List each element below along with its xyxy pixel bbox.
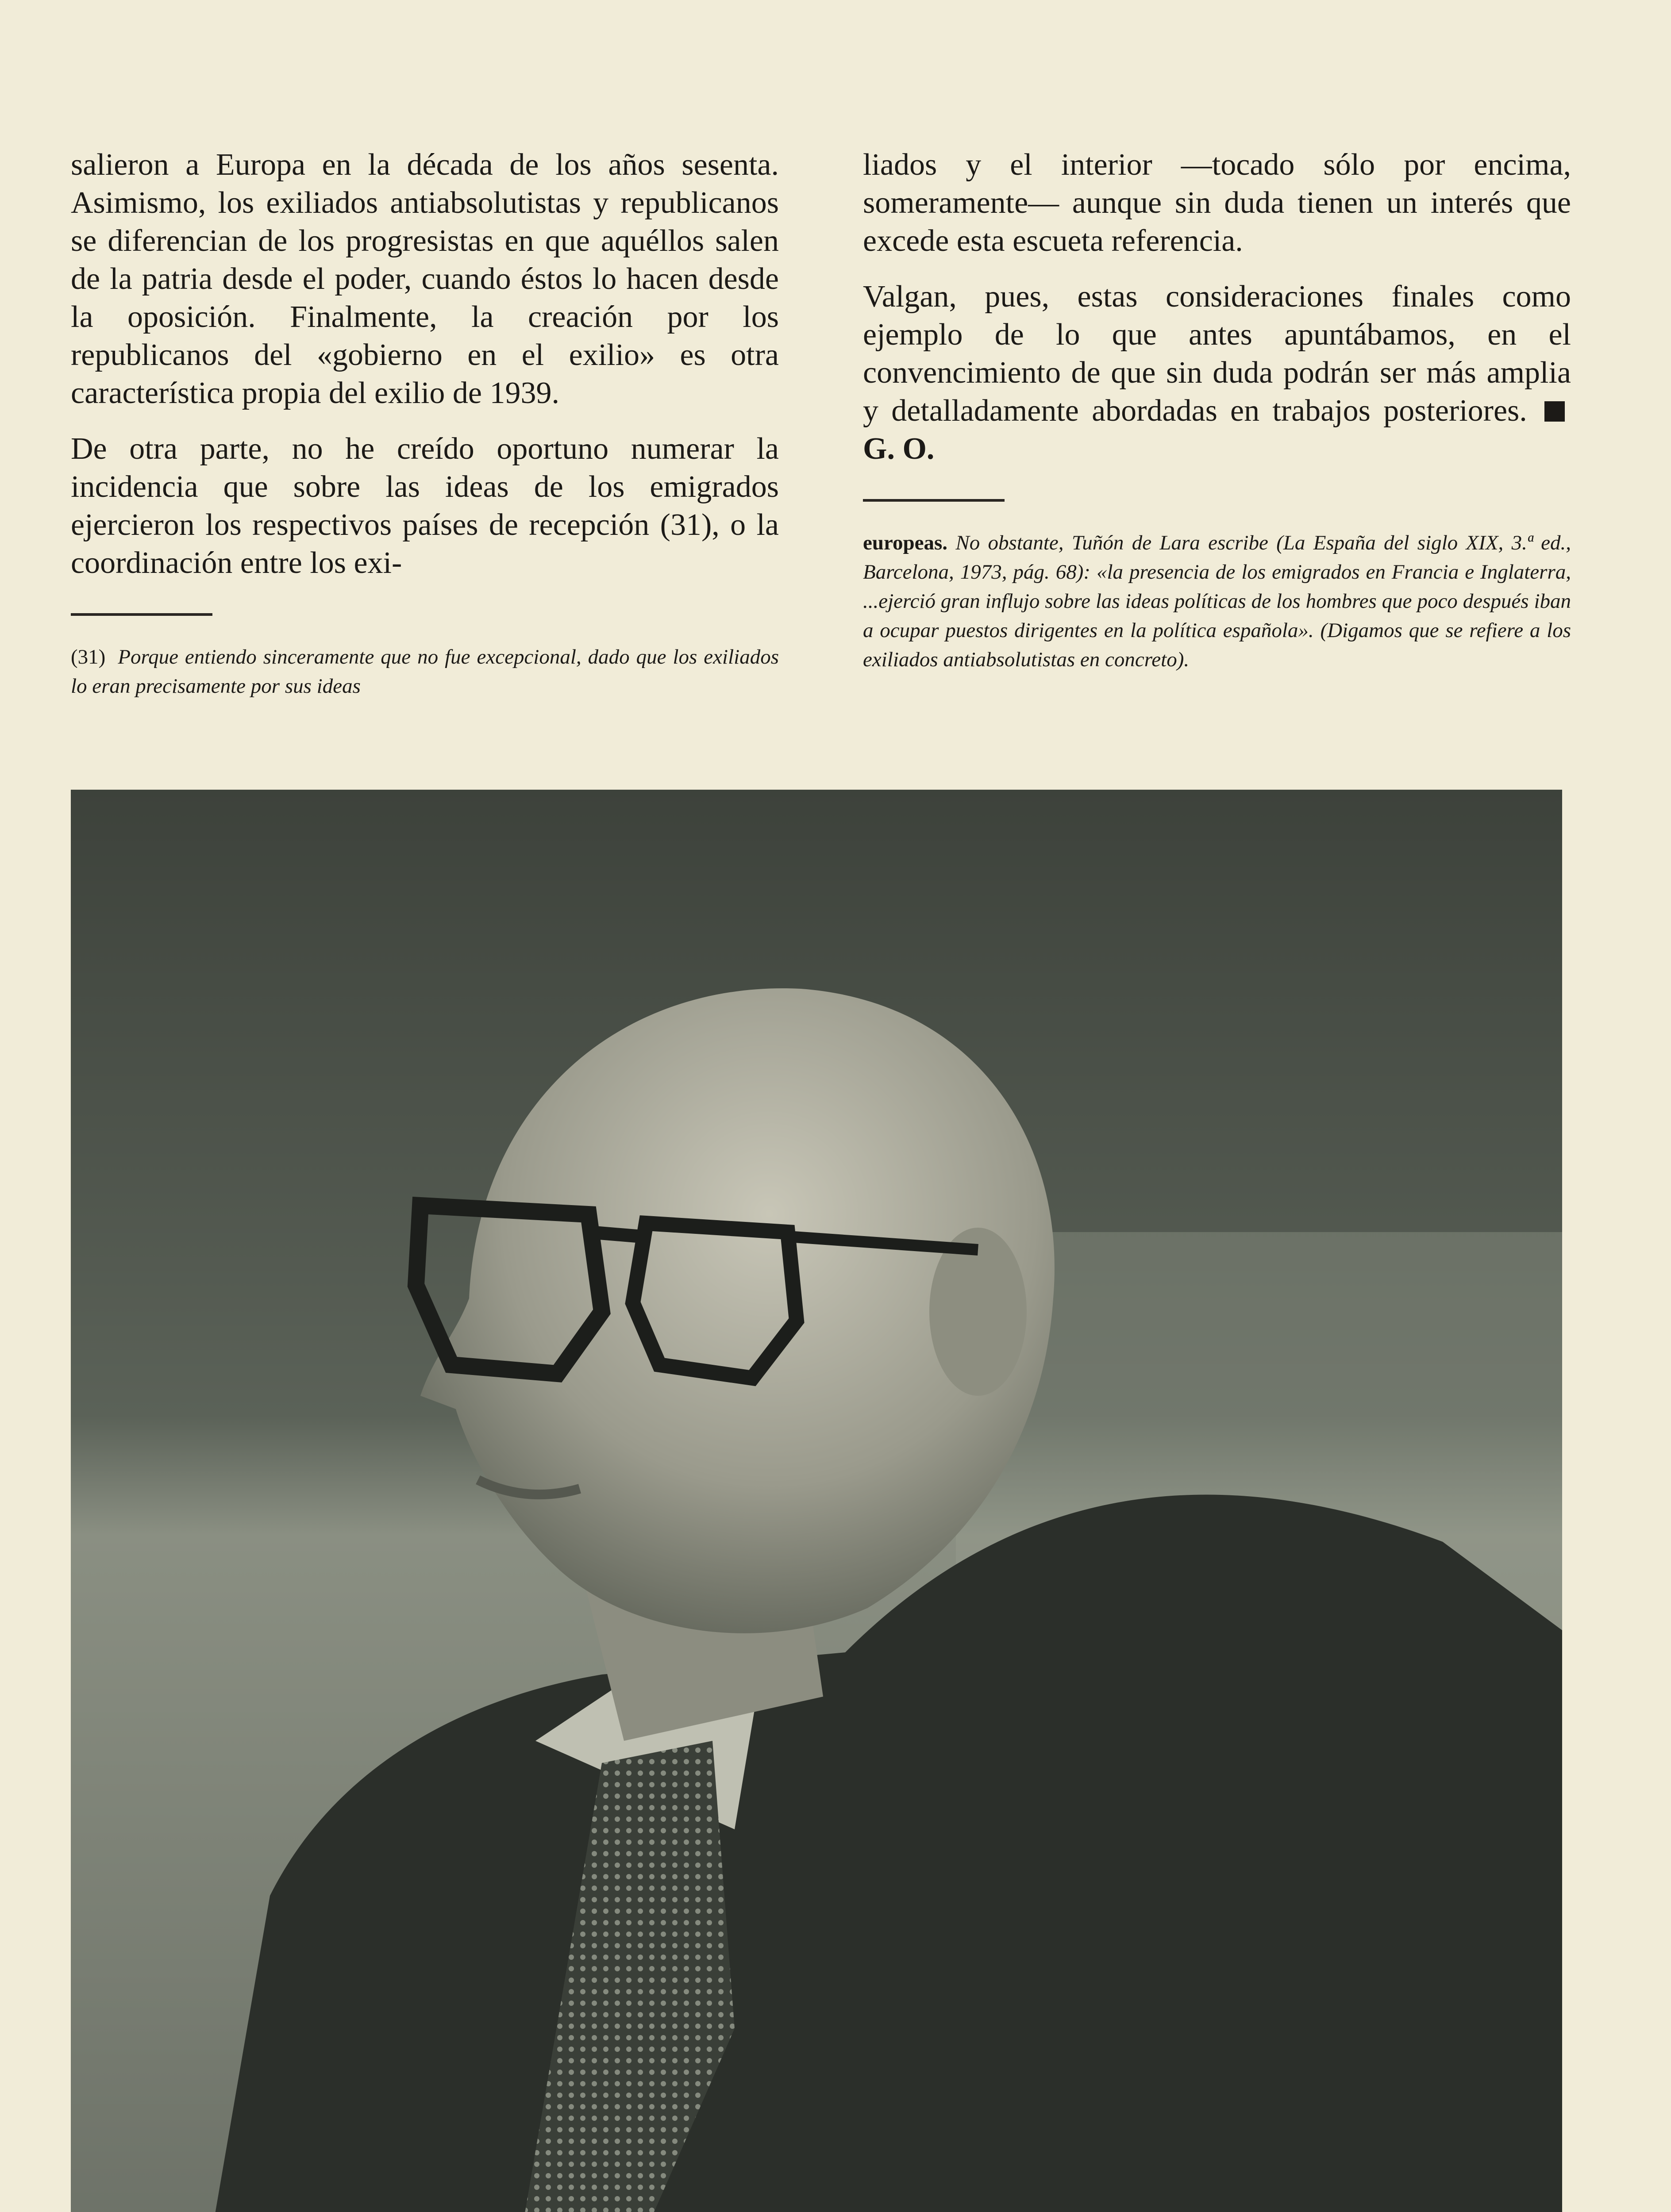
footnote-text: No obstante, Tuñón de Lara escribe (La España del siglo XIX, 3.ª ed., Barcelona, 1973, pág. 68): «la presencia de los emigrados en Francia e Inglaterra, ...ejerció gran influjo sobre las ideas políticas de los hombres que poco después iban a ocupar puestos dirigentes en la política española». (Digamos que se refiere a los exiliados antiabsolutistas en concreto). [863, 531, 1571, 671]
footnote-divider [71, 613, 212, 616]
portrait-photo [71, 790, 1562, 2212]
footnote-divider [863, 499, 1005, 502]
body-paragraph: salieron a Europa en la década de los años sesenta. Asimismo, los exiliados antiabsolutistas y republicanos se diferencian de los progresistas en que aquéllos salen de la patria desde el poder, cuando éstos lo hacen desde la oposición. Finalmente, la creación por los republicanos del «gobierno en el exilio» es otra característica propia del exilio de 1939. [71, 148, 779, 410]
footnote-lead: europeas. [863, 531, 948, 554]
left-column [71, 146, 779, 701]
footnote-text: Porque entiendo sinceramente que no fue excepcional, dado que los exiliados lo eran precisamente por sus ideas [71, 645, 779, 698]
footnote [71, 642, 779, 701]
body-paragraph: liados y el interior —tocado sólo por encima, someramente— aunque sin duda tienen un interés que excede esta escueta referencia. [863, 148, 1571, 258]
footnote-number: (31) [71, 645, 106, 668]
right-column [863, 146, 1571, 674]
closing-text: Valgan, pues, estas consideraciones finales como ejemplo de lo que antes apuntábamos, en el convencimiento de que sin duda podrán ser más amplia y detalladamente abordadas en trabajos posteriores. [863, 280, 1571, 428]
footnote-continuation [863, 528, 1571, 674]
end-mark-icon [1544, 401, 1565, 422]
portrait-illustration [71, 790, 1562, 2212]
body-paragraph: De otra parte, no he creído oportuno numerar la incidencia que sobre las ideas de los emigrados ejercieron los respectivos países de recepción (31), o la coordinación entre los exi- [71, 432, 779, 580]
body-paragraph [863, 278, 1571, 468]
author-signature: G. O. [863, 432, 935, 466]
